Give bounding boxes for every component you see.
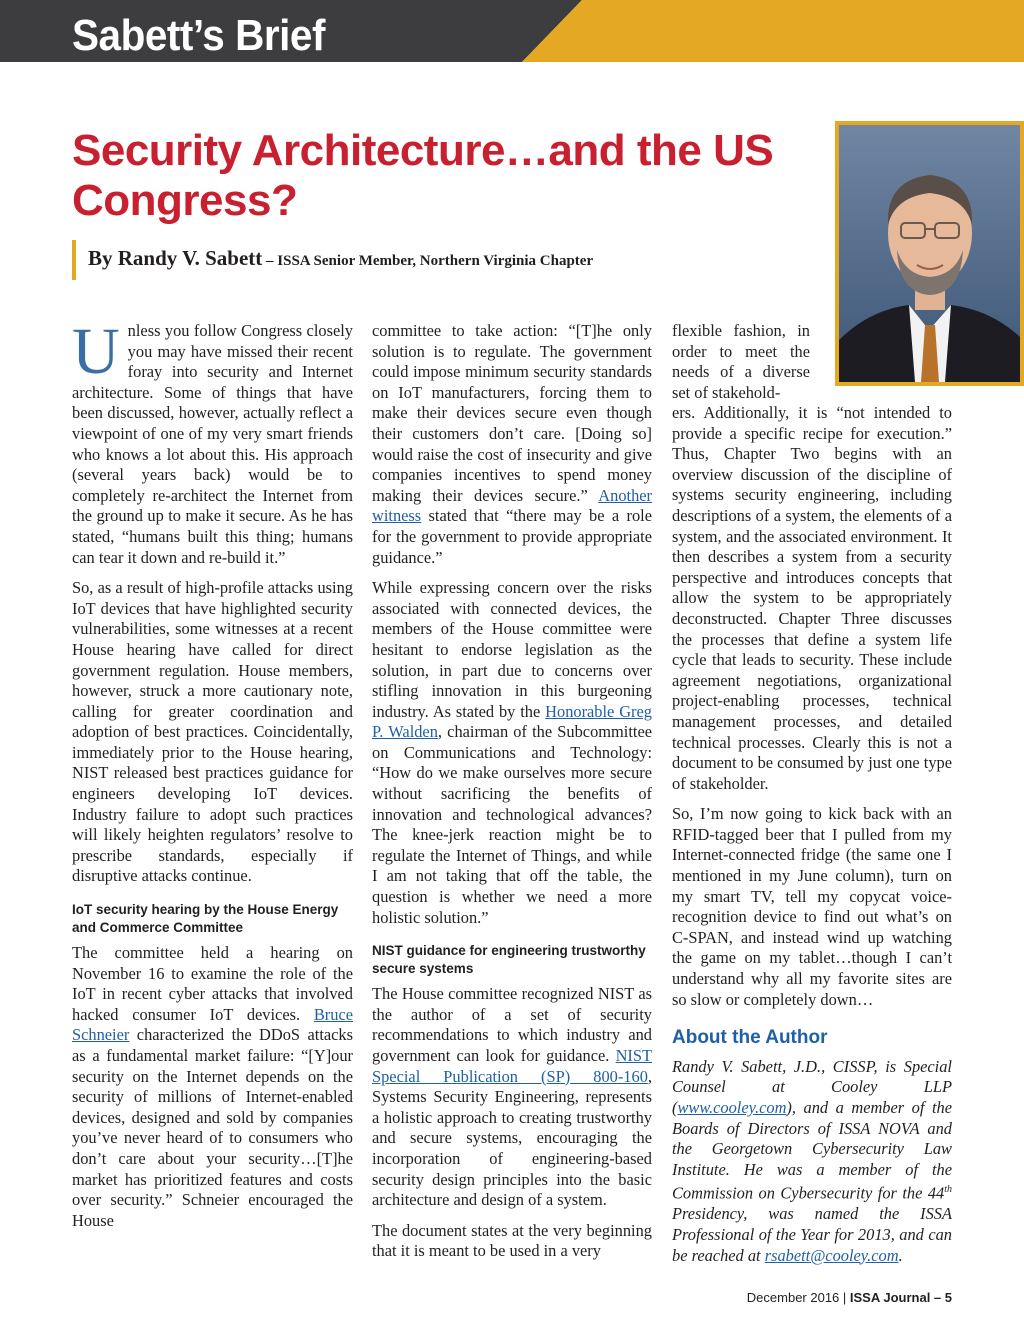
section-title: Sabett’s Brief xyxy=(72,11,326,60)
column-3 xyxy=(672,403,952,1276)
paragraph-text: The committee held a hearing on November 16 to examine the role of the IoT in recent cyber attacks that involved hacked consumer IoT devices. xyxy=(72,943,353,1024)
link-bruce-schneier[interactable]: Bruce Schneier xyxy=(72,1004,353,1045)
byline xyxy=(88,246,593,271)
author-name: By Randy V. Sabett xyxy=(88,246,263,270)
link-another-witness[interactable]: Another witness xyxy=(372,485,652,526)
link-nist-sp-800-160[interactable]: NIST Special Publication (SP) 800-160 xyxy=(372,1046,652,1086)
author-portrait-icon xyxy=(839,125,1020,382)
paragraph xyxy=(372,578,652,928)
subheading: IoT security hearing by the House Energy and Commerce Committee xyxy=(72,902,339,936)
paragraph: ers. Additionally, it is “not intended to provide a specific recipe for execution.” Thus, Chapter Two begins with an overview discussion of the discipline of systems security engineering, including descriptions of a system, the elements of a system, and the associated environment. It then describes a system from a security perspective and introduces concepts that allow the system to be appropriately deconstructed. Chapter Three discusses the processes that define a system life cycle that leads to security. These include agreement negotiations, organizational project-enabling processes, technical management processes, and detailed technical processes. Clearly this is not a document to be consumed by just one type of stakeholder. xyxy=(672,403,952,793)
paragraph-text: Presidency, was named the ISSA Professional of the Year for 2013, and can be reached at xyxy=(672,1204,952,1265)
page-footer xyxy=(747,1290,952,1305)
author-photo xyxy=(835,121,1024,386)
paragraph-text: , chairman of the Subcommittee on Communications and Technology: “How do we make ourselves more secure without sacrificing the benefits of innovation and technological advances? The knee-jerk reaction might be to regulate the Internet of Things, and while I am not taking that off the table, the question is whether we need a more holistic solution.” xyxy=(372,722,652,927)
paragraph: The document states at the very beginning that it is meant to be used in a very xyxy=(372,1220,652,1261)
paragraph xyxy=(372,321,652,568)
footer-date: December 2016 | xyxy=(746,1290,850,1305)
paragraph-text: The House committee recognized NIST as the author of a set of security recommendations to which industry and government can look for guidance. xyxy=(372,984,652,1065)
about-author-heading: About the Author xyxy=(672,1027,828,1049)
footer-journal: ISSA Journal – 5 xyxy=(849,1290,952,1305)
paragraph-text: . xyxy=(898,1245,903,1265)
author-affiliation: – ISSA Senior Member, Northern Virginia Chapter xyxy=(262,253,594,269)
column-3-top xyxy=(672,321,810,403)
link-greg-walden[interactable]: Honorable Greg P. Walden xyxy=(372,701,652,742)
about-author-text xyxy=(672,1057,952,1266)
paragraph: So, I’m now going to kick back with an RFID-tagged beer that I pulled from my Internet-connected fridge (the same one I mentioned in my June column), turn on my smart TV, tell my copycat voice-recognition device to find out what’s on C-SPAN, and instead wind up watching the game on my tablet…though I can’t understand why all my favorite sites are so slow or completely down… xyxy=(672,804,952,1009)
column-1 xyxy=(72,315,353,1241)
article-title: Security Architecture…and the US Congress? xyxy=(72,126,774,225)
byline-accent-bar xyxy=(72,240,76,280)
paragraph-text: nless you follow Congress closely you may have missed their recent foray into security and Internet architecture. Some of things that have been discussed, however, actually reflect a viewpoint of one of my very smart friends who knows a lot about this. His approach (several years back) would be to completely re-architect the Internet from the ground up to make it secure. As he has stated, “humans built this thing; humans can tear it down and re-build it.” xyxy=(72,321,353,567)
paragraph-text: stated that “there may be a role for the government to provide appropriate guidance.” xyxy=(372,506,652,567)
drop-cap: U xyxy=(72,315,120,388)
paragraph-text: While expressing concern over the risks associated with connected devices, the members of the House committee were hesitant to endorse legislation as the solution, in part due to concerns over stifling innovation in this burgeoning industry. As stated by the xyxy=(372,578,652,721)
paragraph-text: Randy V. Sabett, J.D., CISSP, is Special Counsel at Cooley LLP ( xyxy=(672,1056,952,1117)
paragraph-text: ), and a member of the Boards of Directors of ISSA NOVA and the Georgetown Cybersecurity Law Institute. He was a member of the Commission on Cybersecurity for the 44 xyxy=(672,1098,952,1203)
paragraph xyxy=(372,984,652,1211)
superscript: th xyxy=(944,1184,952,1196)
paragraph-text: characterized the DDoS attacks as a fundamental market failure: “[Y]our security on the Internet depends on the security of millions of Internet-enabled devices, designed and sold by companies you’ve never heard of to consumers who don’t care about your security…[T]he market has prioritized features and costs over security.” Schneier encouraged the House xyxy=(72,1025,353,1230)
paragraph xyxy=(72,315,353,568)
paragraph-text: committee to take action: “[T]he only solution is to regulate. The government could impose minimum security standards on IoT manufacturers, forcing them to make their devices secure even though their customers don’t care. [Doing so] would raise the cost of insecurity and give companies incentives to spend money making their devices secure.” xyxy=(372,321,652,505)
column-2 xyxy=(372,321,652,1272)
paragraph xyxy=(72,943,353,1231)
subheading: NIST guidance for engineering trustworthy secure systems xyxy=(372,943,646,977)
paragraph: So, as a result of high-profile attacks using IoT devices that have highlighted security vulnerabilities, some witnesses at a recent House hearing have called for direct government regulation. House members, however, struck a more cautionary note, calling for greater coordination and adoption of best practices. Coincidentally, immediately prior to the House hearing, NIST released best practices guidance for engineers developing IoT devices. Industry failure to adopt such practices will likely heighten regulators’ resolve to prescribe standards, especially if disruptive attacks continue. xyxy=(72,578,353,886)
link-cooley-website[interactable]: www.cooley.com xyxy=(677,1098,787,1117)
paragraph-text: , Systems Security Engineering, represents a holistic approach to creating trustworthy and secure systems, encouraging the incorporation of engineering-based security design principles into the basic architecture and design of a system. xyxy=(372,1066,652,1210)
paragraph: flexible fashion, in order to meet the needs of a diverse set of stakehold- xyxy=(672,321,810,402)
link-author-email[interactable]: rsabett@cooley.com xyxy=(764,1245,899,1265)
